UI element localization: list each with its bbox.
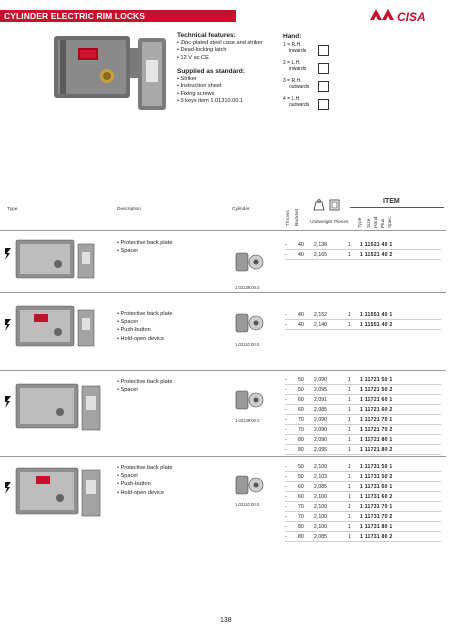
col-cylinder: Cylinder [232, 207, 250, 212]
feature-item: • Zinc-plated steel case and striker [177, 40, 263, 47]
col-type: Type [7, 207, 18, 212]
group-1-rows [285, 240, 441, 260]
page-title: CYLINDER ELECTRIC RIM LOCKS [4, 11, 146, 21]
separator [0, 292, 446, 293]
cylinder-code: 1.02139.00.0 [235, 285, 260, 290]
hand-item-4: 4 = L.H. outwards [283, 96, 310, 108]
bullet-item: • Protective back plate [117, 239, 172, 247]
cylinder-code: 1.02110.00.0 [235, 342, 260, 347]
bullet-item: • Hold-open device [117, 335, 172, 343]
table-row: - 50 2,095 1 1 11721 50 2 [285, 385, 441, 395]
electric-symbol-icon [4, 395, 12, 409]
feature-item: • Dead-locking latch [177, 47, 263, 54]
electric-symbol-icon [4, 247, 12, 261]
col-size: Size [367, 218, 372, 228]
bullet-item: • Spacer [117, 472, 172, 480]
table-row: - 60 2,091 1 1 11721 60 1 [285, 395, 441, 405]
group-2-rows [285, 310, 441, 330]
hand-item-1: 1 = R.H. inwards [283, 42, 307, 54]
item-divider [350, 207, 444, 208]
cylinder-code: 1.02139.00.0 [235, 418, 260, 423]
table-row: - 40 2,138 1 1 11521 40 1 [285, 240, 441, 250]
supplied-item: • 3 keys item 1.01310.00.1 [177, 98, 243, 105]
separator [0, 230, 446, 231]
bullet-item: • Protective back plate [117, 378, 172, 386]
bullet-item: • Spacer [117, 318, 172, 326]
bullet-item: • Hold-open device [117, 489, 172, 497]
separator [0, 456, 446, 457]
cylinder-image [234, 470, 264, 500]
cisa-logo [366, 4, 446, 26]
col-backset: Backset [295, 208, 300, 226]
table-row: - 60 2,085 1 1 11731 60 1 [285, 482, 441, 492]
group-2-bullets [117, 310, 172, 343]
hand-item-2: 2 = L.H. inwards [283, 60, 307, 72]
electric-symbol-icon [4, 318, 12, 332]
supplied-item: • Striker [177, 76, 243, 83]
table-row: - 70 2,090 1 1 11721 70 1 [285, 415, 441, 425]
table-row: - 60 2,100 1 1 11731 60 2 [285, 492, 441, 502]
col-item-type: Type [358, 217, 363, 228]
col-hand: Hand [374, 216, 379, 228]
table-row: - 70 2,100 1 1 11731 70 1 [285, 502, 441, 512]
hand-item-3: 3 = R.H. outwards [283, 78, 310, 90]
supplied-title: Supplied as standard: [177, 68, 245, 75]
door-hand-icon [318, 63, 329, 74]
col-plus: Plus [381, 218, 386, 228]
bullet-item: • Push-button [117, 480, 172, 488]
bullet-item: • Protective back plate [117, 310, 172, 318]
table-row: - 70 2,090 1 1 11721 70 2 [285, 425, 441, 435]
bullet-item: • Protective back plate [117, 464, 172, 472]
group-4-bullets [117, 464, 172, 497]
brand-name: CISA [397, 10, 426, 24]
table-row: - 80 2,095 1 1 11721 80 2 [285, 445, 441, 455]
page-number: 138 [220, 617, 232, 624]
table-row: - 80 2,090 1 1 11721 80 1 [285, 435, 441, 445]
col-throws: Throws [286, 210, 291, 226]
door-hand-icon [318, 81, 329, 92]
weight-pieces-icon [312, 198, 342, 212]
table-row: - 50 2,090 1 1 11721 50 1 [285, 375, 441, 385]
table-row: - 70 2,100 1 1 11731 70 2 [285, 512, 441, 522]
col-item: ITEM [383, 198, 400, 205]
table-row: - 80 2,085 1 1 11731 80 2 [285, 532, 441, 542]
separator [0, 370, 446, 371]
group-4-rows [285, 462, 441, 542]
door-hand-icon [318, 99, 329, 110]
cylinder-image [234, 385, 264, 415]
cylinder-code: 1.02110.00.0 [235, 502, 260, 507]
feature-item: • 12 V ac CE [177, 55, 263, 62]
lock-image [14, 380, 104, 436]
bullet-item: • Spacer [117, 247, 172, 255]
table-row: - 50 2,100 1 1 11731 50 1 [285, 462, 441, 472]
cylinder-image [234, 247, 264, 277]
table-row: - 40 2,140 1 1 11551 40 2 [285, 320, 441, 330]
group-3-bullets [117, 378, 172, 394]
electric-symbol-icon [4, 481, 12, 495]
table-row: - 40 2,165 1 1 11521 40 2 [285, 250, 441, 260]
table-row: - 50 2,103 1 1 11731 50 2 [285, 472, 441, 482]
col-spec: Spec. [388, 215, 393, 228]
col-description: Description [117, 207, 141, 212]
lock-image [14, 238, 100, 282]
lock-image [14, 464, 104, 522]
group-3-rows [285, 375, 441, 455]
bullet-item: • Push-button [117, 326, 172, 334]
bullet-item: • Spacer [117, 386, 172, 394]
cylinder-image [234, 308, 264, 338]
table-row: - 40 2,152 1 1 11551 40 1 [285, 310, 441, 320]
product-hero-image [50, 28, 175, 120]
col-pieces: Pieces [334, 220, 349, 225]
table-row: - 80 2,100 1 1 11731 80 1 [285, 522, 441, 532]
features-title: Technical features: [177, 32, 236, 39]
col-unitweight: Unitweight [310, 220, 333, 225]
supplied-item: • Fixing screws [177, 91, 243, 98]
group-1-bullets [117, 239, 172, 255]
features-list [177, 40, 263, 62]
supplied-list [177, 76, 243, 106]
table-row: - 60 2,085 1 1 11721 60 2 [285, 405, 441, 415]
hand-title: Hand: [283, 33, 302, 40]
supplied-item: • Instruction sheet [177, 83, 243, 90]
lock-image [14, 302, 100, 352]
door-hand-icon [318, 45, 329, 56]
